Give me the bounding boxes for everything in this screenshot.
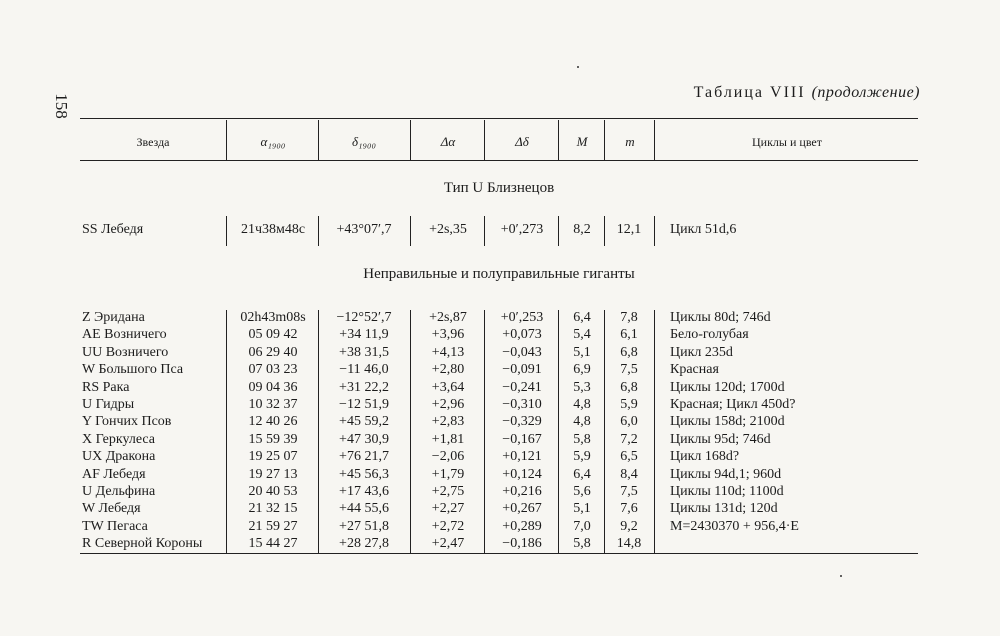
- table-cell-dra: +2,47: [431, 536, 465, 552]
- row-column-separator: [604, 216, 605, 246]
- table-cell-M: 5,4: [573, 327, 591, 343]
- section-title-u-gem: Тип U Близнецов: [443, 180, 555, 196]
- table-cell-cycles: Цикл 51d,6: [670, 222, 737, 237]
- table-cell-dra: +2,96: [431, 397, 465, 412]
- table-cell-m: 9,2: [620, 518, 638, 534]
- table-cell-cycles: Цикл 235d: [670, 344, 733, 360]
- table-cell-star: AF Лебедя: [82, 466, 146, 482]
- table-cell-m: 6,8: [620, 379, 638, 395]
- table-cell-ra: 05 09 42: [248, 327, 298, 343]
- table-cell-star: U Дельфина: [82, 484, 156, 499]
- table-cell-star: RS Рака: [82, 379, 130, 395]
- table-cell-m: 8,4: [620, 466, 638, 482]
- table-cell-ra: 06 29 40: [248, 344, 298, 360]
- table-cell-star: SS Лебедя: [82, 222, 144, 237]
- table-cell-dec: −12°52′,7: [336, 310, 392, 325]
- table-cell-M: 6,4: [573, 466, 591, 482]
- table-cell-star: TW Пегаса: [82, 518, 148, 534]
- page-number: 158: [52, 93, 71, 119]
- table-cell-ddec: +0,073: [502, 327, 542, 343]
- table-cell-m: 12,1: [616, 222, 642, 237]
- table-cell-ra: 12 40 26: [248, 414, 298, 430]
- table-cell-cycles: Бело-голубая: [670, 327, 749, 343]
- table-cell-ra: 19 25 07: [248, 449, 298, 465]
- print-speck: [840, 575, 842, 577]
- table-caption: [694, 84, 920, 102]
- header-column-separator: [604, 120, 605, 160]
- table-cell-m: 6,5: [620, 449, 638, 465]
- row-column-separator: [654, 216, 655, 246]
- table-cell-M: 5,3: [573, 379, 591, 395]
- table-cell-star: X Геркулеса: [82, 431, 155, 447]
- table-cell-ddec: +0′,253: [500, 310, 544, 325]
- table-cell-ddec: +0,121: [502, 449, 542, 465]
- column-header-M: M: [576, 134, 588, 149]
- table-cell-star: Z Эридана: [82, 310, 145, 325]
- table-cell-star: AE Возничего: [82, 327, 167, 343]
- table-cell-M: 8,2: [573, 222, 591, 237]
- table-cell-dec: +47 30,9: [339, 431, 389, 447]
- table-cell-ra: 09 04 36: [248, 379, 298, 395]
- table-cell-dra: +2,83: [431, 414, 465, 430]
- table-cell-star: W Лебедя: [82, 501, 141, 517]
- table-cell-m: 7,5: [620, 362, 638, 378]
- column-header-m: m: [625, 134, 635, 149]
- table-cell-cycles: Циклы 110d; 1100d: [670, 484, 784, 499]
- row-column-separator: [226, 310, 227, 553]
- table-cell-cycles: Красная; Цикл 450d?: [670, 397, 796, 412]
- table-cell-M: 6,4: [573, 310, 591, 325]
- table-cell-dra: +1,79: [431, 466, 465, 482]
- table-cell-dra: +2,75: [431, 484, 465, 499]
- table-cell-dec: −11 46,0: [339, 362, 389, 378]
- column-header-cycles: Циклы и цвет: [752, 134, 822, 149]
- table-cell-m: 7,6: [620, 501, 638, 517]
- table-cell-m: 7,5: [620, 484, 638, 499]
- table-header-rule: [80, 160, 918, 161]
- table-cell-dra: +4,13: [431, 344, 465, 360]
- table-cell-m: 6,0: [620, 414, 638, 430]
- header-column-separator: [654, 120, 655, 160]
- table-cell-dec: +76 21,7: [339, 449, 389, 465]
- table-bottom-rule: [80, 553, 918, 554]
- table-cell-dec: +43°07′,7: [336, 222, 392, 237]
- table-cell-ddec: +0,289: [502, 518, 542, 534]
- table-cell-cycles: Красная: [670, 362, 719, 378]
- table-cell-M: 5,1: [573, 501, 591, 517]
- table-cell-m: 7,2: [620, 431, 638, 447]
- table-cell-dra: +2,27: [431, 501, 465, 517]
- header-column-separator: [318, 120, 319, 160]
- table-cell-dec: +17 43,6: [339, 484, 389, 499]
- print-speck: [577, 66, 579, 68]
- table-cell-dra: +2s,35: [429, 222, 467, 237]
- table-cell-ra: 02h43m08s: [240, 310, 306, 325]
- column-header-ra: α₁₉₀₀: [260, 134, 286, 149]
- table-cell-ddec: −0,167: [502, 431, 542, 447]
- table-cell-m: 6,8: [620, 344, 638, 360]
- table-cell-star: R Северной Короны: [82, 536, 203, 552]
- table-cell-ra: 10 32 37: [248, 397, 298, 412]
- row-column-separator: [410, 216, 411, 246]
- table-cell-dec: +45 56,3: [339, 466, 389, 482]
- table-caption-continued: (продолжение): [811, 84, 920, 101]
- row-column-separator: [484, 310, 485, 553]
- table-cell-ra: 07 03 23: [248, 362, 298, 378]
- table-cell-dra: −2,06: [431, 449, 465, 465]
- table-cell-ddec: −0,186: [502, 536, 542, 552]
- table-cell-M: 4,8: [573, 414, 591, 430]
- table-cell-dra: +1,81: [431, 431, 465, 447]
- table-cell-ddec: +0,267: [502, 501, 542, 517]
- table-cell-ddec: −0,329: [502, 414, 542, 430]
- row-column-separator: [558, 310, 559, 553]
- table-cell-ddec: −0,091: [502, 362, 542, 378]
- table-cell-ddec: +0,124: [502, 466, 542, 482]
- table-cell-dec: +44 55,6: [339, 501, 389, 517]
- table-cell-dec: +27 51,8: [339, 518, 389, 534]
- table-cell-m: 7,8: [620, 310, 638, 325]
- table-cell-ra: 20 40 53: [248, 484, 298, 499]
- table-cell-dra: +3,96: [431, 327, 465, 343]
- table-cell-cycles: Циклы 80d; 746d: [670, 310, 771, 325]
- table-cell-M: 6,9: [573, 362, 591, 378]
- table-cell-cycles: Циклы 158d; 2100d: [670, 414, 785, 430]
- table-caption-label: Таблица VIII: [693, 84, 806, 101]
- table-cell-ra: 21 59 27: [248, 518, 298, 534]
- table-cell-M: 5,8: [573, 536, 591, 552]
- row-column-separator: [226, 216, 227, 246]
- row-column-separator: [410, 310, 411, 553]
- header-column-separator: [558, 120, 559, 160]
- table-cell-ddec: +0′,273: [500, 222, 544, 237]
- table-cell-star: Y Гончих Псов: [82, 414, 172, 430]
- table-cell-M: 5,6: [573, 484, 591, 499]
- table-cell-dra: +2s,87: [429, 310, 467, 325]
- table-cell-dra: +2,80: [431, 362, 465, 378]
- table-cell-dra: +2,72: [431, 518, 465, 534]
- table-cell-M: 7,0: [573, 518, 591, 534]
- table-cell-star: UU Возничего: [82, 344, 169, 360]
- table-cell-ddec: −0,310: [502, 397, 542, 412]
- table-cell-dec: +28 27,8: [339, 536, 389, 552]
- table-cell-ra: 21ч38м48с: [240, 222, 306, 237]
- row-column-separator: [604, 310, 605, 553]
- table-top-rule: [80, 118, 918, 119]
- table-cell-ddec: −0,043: [502, 344, 542, 360]
- table-cell-ra: 21 32 15: [248, 501, 298, 517]
- table-cell-M: 5,1: [573, 344, 591, 360]
- table-cell-ddec: +0,216: [502, 484, 542, 499]
- table-cell-m: 6,1: [620, 327, 638, 343]
- column-header-star: Звезда: [136, 134, 170, 149]
- table-cell-dec: −12 51,9: [339, 397, 389, 412]
- section-title-giants: Неправильные и полуправильные гиганты: [363, 266, 635, 282]
- row-column-separator: [654, 310, 655, 553]
- table-cell-M: 5,9: [573, 449, 591, 465]
- table-cell-ra: 19 27 13: [248, 466, 298, 482]
- table-cell-m: 14,8: [616, 536, 642, 552]
- table-cell-cycles: Циклы 94d,1; 960d: [670, 466, 782, 482]
- table-cell-cycles: Циклы 120d; 1700d: [670, 379, 785, 395]
- row-column-separator: [484, 216, 485, 246]
- table-cell-star: UX Дракона: [82, 449, 156, 465]
- table-cell-dec: +31 22,2: [339, 379, 389, 395]
- table-cell-dec: +38 31,5: [339, 344, 389, 360]
- table-cell-star: W Большого Пса: [82, 362, 184, 378]
- header-column-separator: [410, 120, 411, 160]
- table-cell-cycles: M=2430370 + 956,4·E: [670, 518, 799, 534]
- table-cell-cycles: Циклы 95d; 746d: [670, 431, 771, 447]
- column-header-dra: Δα: [440, 134, 456, 149]
- table-cell-ra: 15 59 39: [248, 431, 298, 447]
- table-cell-dec: +34 11,9: [339, 327, 389, 343]
- table-cell-ra: 15 44 27: [248, 536, 298, 552]
- table-cell-dra: +3,64: [431, 379, 465, 395]
- row-column-separator: [558, 216, 559, 246]
- table-cell-star: U Гидры: [82, 397, 135, 412]
- column-header-dec: δ₁₉₀₀: [351, 134, 377, 149]
- table-cell-cycles: Цикл 168d?: [670, 449, 740, 465]
- column-header-ddec: Δδ: [515, 134, 529, 149]
- table-cell-dec: +45 59,2: [339, 414, 389, 430]
- table-cell-M: 5,8: [573, 431, 591, 447]
- table-cell-m: 5,9: [620, 397, 638, 412]
- table-cell-cycles: Циклы 131d; 120d: [670, 501, 778, 517]
- table-cell-ddec: −0,241: [502, 379, 542, 395]
- header-column-separator: [484, 120, 485, 160]
- table-cell-M: 4,8: [573, 397, 591, 412]
- header-column-separator: [226, 120, 227, 160]
